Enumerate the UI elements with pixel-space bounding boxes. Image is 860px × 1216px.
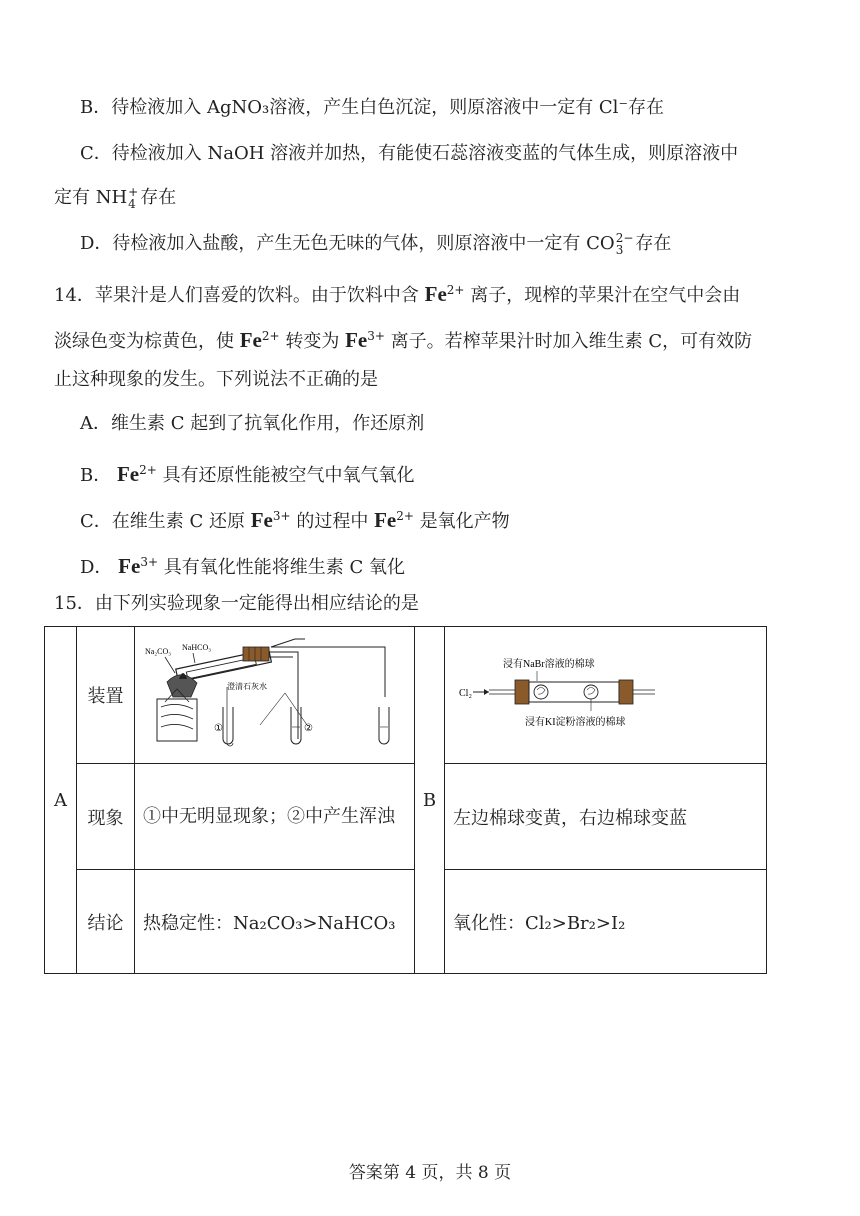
q15-stem: 15．由下列实验现象一定能得出相应结论的是 (54, 593, 419, 614)
svg-text:②: ② (304, 723, 313, 734)
row-label-apparatus-a: 装置 (77, 627, 135, 764)
q14-option-a: A．维生素 C 起到了抗氧化作用，作还原剂 (80, 413, 425, 434)
apparatus-a-diagram (135, 627, 414, 758)
page-footer: 答案第 4 页，共 8 页 (348, 1163, 512, 1183)
svg-text:浸有KI淀粉溶液的棉球: 浸有KI淀粉溶液的棉球 (525, 717, 626, 728)
q13-option-c-line1: C．待检液加入 NaOH 溶液并加热，有能使石蕊溶液变蓝的气体生成，则原溶液中 (80, 143, 739, 164)
svg-text:①: ① (214, 723, 223, 734)
apparatus-b-cell (445, 627, 767, 764)
choice-b-label: B (415, 627, 445, 974)
q14-option-d: D． $Fe^{3+}$ 具有氧化性能将维生素 C 氧化 (80, 554, 405, 578)
svg-text:Cl₂: Cl₂ (459, 688, 472, 699)
q14-stem-line1: 14．苹果汁是人们喜爱的饮料。由于饮料中含 $Fe^{2+}$ 离子，现榨的苹果汁在空气中会由 (54, 282, 741, 306)
svg-text:澄清石灰水: 澄清石灰水 (227, 682, 267, 691)
row-label-phenomenon-a: 现象 (77, 764, 135, 870)
row-label-conclusion-a: 结论 (77, 870, 135, 974)
experiment-table (44, 626, 767, 974)
choice-a-label: A (45, 627, 77, 974)
svg-text:浸有NaBr溶液的棉球: 浸有NaBr溶液的棉球 (503, 659, 595, 670)
q14-option-c: C．在维生素 C 还原 $Fe^{3+}$ 的过程中 $Fe^{2+}$ 是氧化产物 (80, 508, 510, 532)
a-conclusion: 热稳定性：Na₂CO₃>NaHCO₃ (135, 870, 415, 974)
q14-option-b: B． $Fe^{2+}$ 具有还原性能被空气中氧气氧化 (80, 462, 415, 486)
b-phenomenon: 左边棉球变黄，右边棉球变蓝 (445, 764, 767, 870)
q13-option-b: B．待检液加入 AgNO₃溶液，产生白色沉淀，则原溶液中一定有 Cl⁻存在 (80, 97, 664, 118)
svg-text:Na₂CO₃: Na₂CO₃ (145, 647, 172, 656)
q14-stem-line2: 淡绿色变为棕黄色，使 $Fe^{2+}$ 转变为 $Fe^{3+}$ 离子。若榨苹果汁时加入维生素 C，可有效防 (54, 328, 753, 352)
q13-option-c-line2: 定有 NH + 4 存在 (54, 185, 177, 211)
svg-text:NaHCO₃: NaHCO₃ (182, 643, 212, 652)
q13-option-d: D．待检液加入盐酸，产生无色无味的气体，则原溶液中一定有 CO 2− 3 存在 (80, 231, 672, 257)
a-phenomenon: ①中无明显现象；②中产生浑浊 (135, 764, 415, 870)
q14-stem-line3: 止这种现象的发生。下列说法不正确的是 (54, 369, 378, 390)
apparatus-b-diagram (445, 627, 766, 758)
apparatus-a-cell (135, 627, 415, 764)
b-conclusion: 氧化性：Cl₂>Br₂>I₂ (445, 870, 767, 974)
